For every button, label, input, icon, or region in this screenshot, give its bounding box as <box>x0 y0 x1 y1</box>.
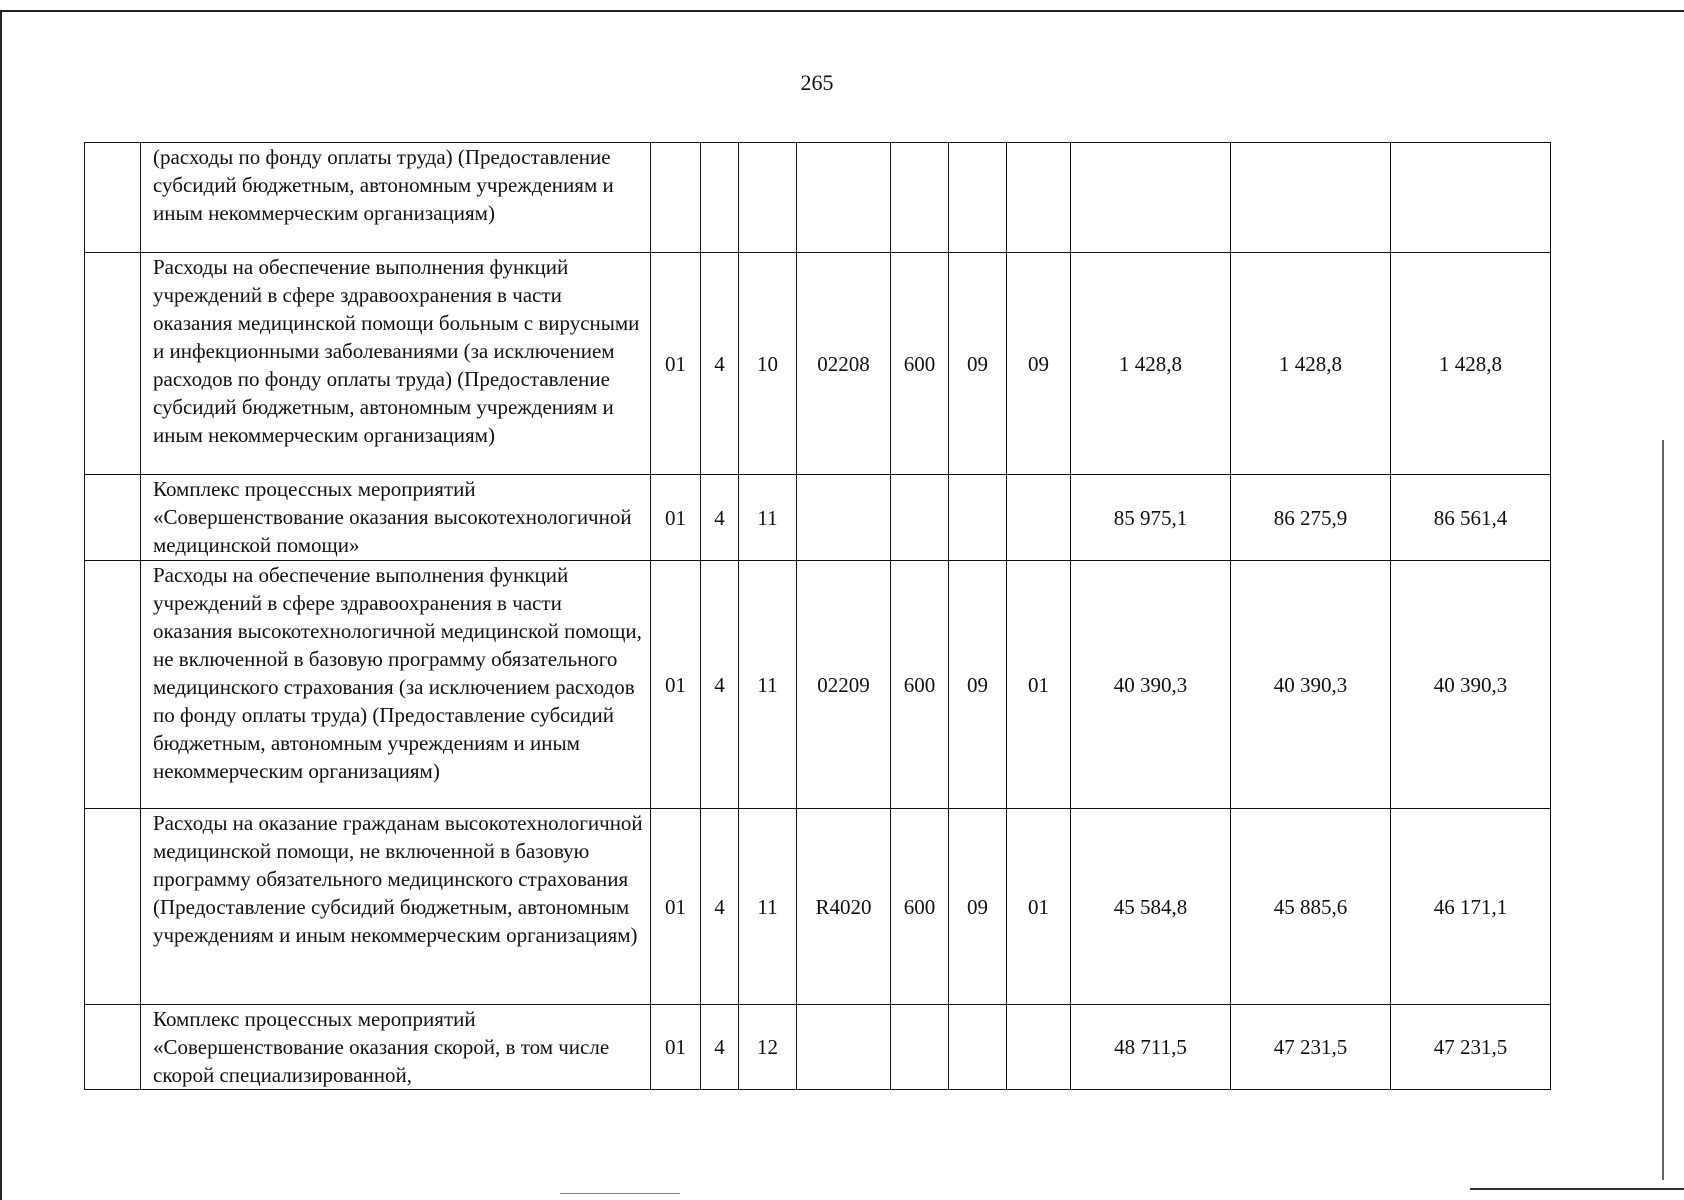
code-direction <box>797 475 891 561</box>
code-expense-type <box>891 1005 949 1090</box>
code-section <box>949 1005 1007 1090</box>
row-name: Комплекс процессных мероприятий «Совершенствование оказания скорой, в том числе скорой специализированной, <box>141 1005 651 1090</box>
table-row <box>85 475 1551 561</box>
amount-year3: 47 231,5 <box>1391 1005 1551 1090</box>
row-name: Расходы на обеспечение выполнения функций учреждений в сфере здравоохранения в части оказания высокотехнологичной медицинской помощи, не включенной в базовую программу обязательного медицинского страхования (за исключением расходов по фонду оплаты труда) (Предоставление субсидий бюджетным, автономным учреждениям и иным некоммерческим организациям) <box>141 561 651 809</box>
amount-year1 <box>1071 143 1231 253</box>
row-index-cell <box>85 1005 141 1090</box>
code-complex: 11 <box>739 475 797 561</box>
code-program: 01 <box>651 253 701 475</box>
code-type <box>701 143 739 253</box>
code-section: 09 <box>949 253 1007 475</box>
page-frame-top <box>0 10 1684 12</box>
code-direction: 02208 <box>797 253 891 475</box>
amount-year2: 86 275,9 <box>1231 475 1391 561</box>
code-expense-type: 600 <box>891 561 949 809</box>
amount-year1: 45 584,8 <box>1071 809 1231 1005</box>
code-program <box>651 143 701 253</box>
amount-year2: 40 390,3 <box>1231 561 1391 809</box>
code-direction <box>797 1005 891 1090</box>
amount-year2: 45 885,6 <box>1231 809 1391 1005</box>
row-name: (расходы по фонду оплаты труда) (Предоставление субсидий бюджетным, автономным учреждениям и иным некоммерческим организациям) <box>141 143 651 253</box>
budget-table <box>84 142 1551 1090</box>
code-expense-type: 600 <box>891 809 949 1005</box>
code-subsection <box>1007 1005 1071 1090</box>
code-section: 09 <box>949 561 1007 809</box>
row-index-cell <box>85 475 141 561</box>
code-section <box>949 475 1007 561</box>
code-complex <box>739 143 797 253</box>
amount-year1: 1 428,8 <box>1071 253 1231 475</box>
code-type: 4 <box>701 475 739 561</box>
row-name: Расходы на обеспечение выполнения функций учреждений в сфере здравоохранения в части оказания медицинской помощи больным с вирусными и инфекционными заболеваниями (за исключением расходов по фонду оплаты труда) (Предоставление субсидий бюджетным, автономным учреждениям и иным некоммерческим организациям) <box>141 253 651 475</box>
code-type: 4 <box>701 253 739 475</box>
row-index-cell <box>85 809 141 1005</box>
code-complex: 11 <box>739 561 797 809</box>
amount-year3: 46 171,1 <box>1391 809 1551 1005</box>
table-row <box>85 143 1551 253</box>
code-program: 01 <box>651 561 701 809</box>
code-expense-type: 600 <box>891 253 949 475</box>
scan-mark-right <box>1662 440 1664 1180</box>
amount-year2: 47 231,5 <box>1231 1005 1391 1090</box>
code-program: 01 <box>651 475 701 561</box>
code-complex: 11 <box>739 809 797 1005</box>
row-index-cell <box>85 143 141 253</box>
row-name: Комплекс процессных мероприятий «Совершенствование оказания высокотехнологичной медицинской помощи» <box>141 475 651 561</box>
code-complex: 12 <box>739 1005 797 1090</box>
code-type: 4 <box>701 561 739 809</box>
table-row <box>85 1005 1551 1090</box>
row-index-cell <box>85 253 141 475</box>
amount-year2: 1 428,8 <box>1231 253 1391 475</box>
amount-year3: 86 561,4 <box>1391 475 1551 561</box>
row-index-cell <box>85 561 141 809</box>
code-subsection <box>1007 143 1071 253</box>
amount-year3: 40 390,3 <box>1391 561 1551 809</box>
code-subsection <box>1007 475 1071 561</box>
code-direction: 02209 <box>797 561 891 809</box>
amount-year1: 85 975,1 <box>1071 475 1231 561</box>
code-direction: R4020 <box>797 809 891 1005</box>
amount-year3 <box>1391 143 1551 253</box>
code-subsection: 09 <box>1007 253 1071 475</box>
amount-year2 <box>1231 143 1391 253</box>
code-subsection: 01 <box>1007 809 1071 1005</box>
page-number: 265 <box>800 70 834 95</box>
code-type: 4 <box>701 809 739 1005</box>
page-frame-bottom <box>1470 1188 1684 1190</box>
code-complex: 10 <box>739 253 797 475</box>
code-expense-type <box>891 143 949 253</box>
amount-year1: 48 711,5 <box>1071 1005 1231 1090</box>
code-expense-type <box>891 475 949 561</box>
page-frame-left <box>0 10 2 1200</box>
table-row <box>85 809 1551 1005</box>
code-program: 01 <box>651 809 701 1005</box>
scan-mark-bottom <box>560 1193 680 1194</box>
code-section: 09 <box>949 809 1007 1005</box>
code-direction <box>797 143 891 253</box>
code-program: 01 <box>651 1005 701 1090</box>
table-row <box>85 561 1551 809</box>
amount-year3: 1 428,8 <box>1391 253 1551 475</box>
row-name: Расходы на оказание гражданам высокотехнологичной медицинской помощи, не включенной в базовую программу обязательного медицинского страхования (Предоставление субсидий бюджетным, автономным учреждениям и иным некоммерческим организациям) <box>141 809 651 1005</box>
amount-year1: 40 390,3 <box>1071 561 1231 809</box>
code-section <box>949 143 1007 253</box>
code-subsection: 01 <box>1007 561 1071 809</box>
code-type: 4 <box>701 1005 739 1090</box>
table-row <box>85 253 1551 475</box>
